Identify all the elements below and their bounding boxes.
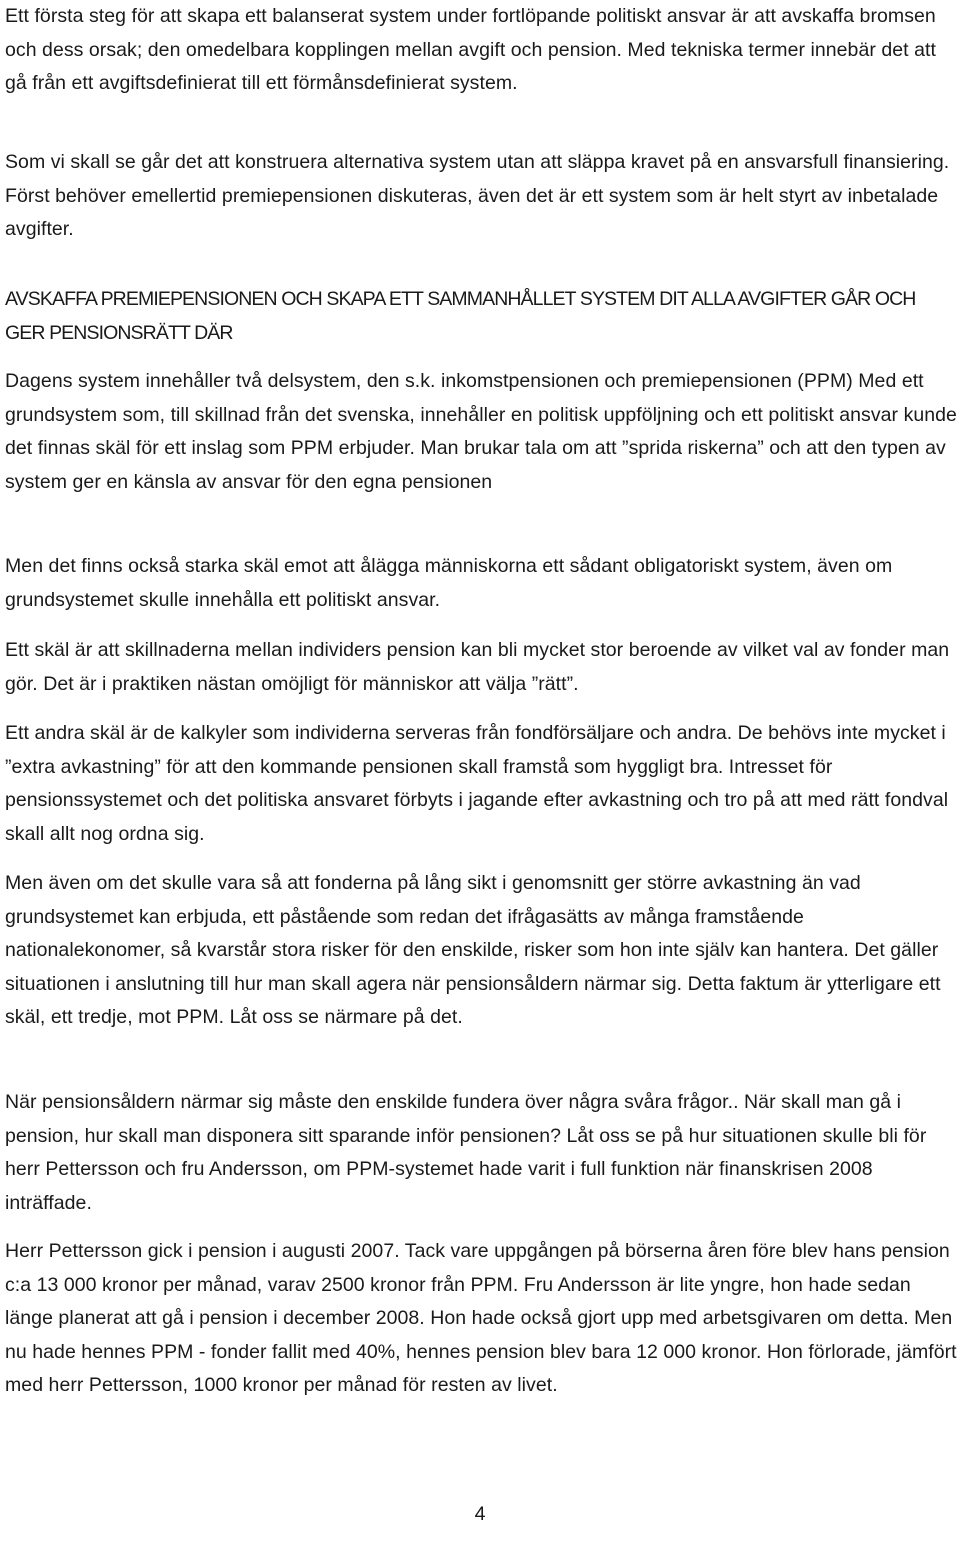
paragraph-example: Herr Pettersson gick i pension i augusti 2007. Tack vare uppgången på börserna åren före blev hans pension c:a 13 000 kronor per månad, varav 2500 kronor från PPM. Fru Andersson är lite yngre, hon hade sedan länge planerat att gå i pension i december 2008. Hon hade också gjort upp med arbetsgivaren om detta. Men nu hade hennes PPM - fonder fallit med 40%, hennes pension blev bara 12 000 kronor. Hon förlorade, jämfört med herr Pettersson, 1000 kronor per månad för resten av livet. bbox=[5, 1240, 957, 1396]
paragraph-strong-reasons: Men det finns också starka skäl emot att ålägga människorna ett sådant obligatoriskt system, även om grundsystemet skulle innehålla ett politiskt ansvar. bbox=[5, 555, 893, 611]
section-heading: AVSKAFFA PREMIEPENSIONEN OCH SKAPA ETT SAMMANHÅLLET SYSTEM DIT ALLA AVGIFTER GÅR OCH GER PENSIONSRÄTT DÄR bbox=[5, 288, 916, 344]
paragraph-third-reason: Men även om det skulle vara så att fonderna på lång sikt i genomsnitt ger större avkastning än vad grundsystemet kan erbjuda, ett påstående som redan det ifrågasätts av många framstående nationalekonomer, så kvarstår stora risker för den enskilde, risker som hon inte själv kan hantera. Det gäller situationen i anslutning till hur man skall agera när pensionsåldern närmar sig. Detta faktum är ytterligare ett skäl, ett tredje, mot PPM. Låt oss se närmare på det. bbox=[5, 872, 941, 1028]
paragraph-retirement-questions: När pensionsåldern närmar sig måste den enskilde fundera över några svåra frågor.. När skall man gå i pension, hur skall man disponera sitt sparande inför pensionen? Låt oss se på hur situationen skulle bli för herr Pettersson och fru Andersson, om PPM-systemet hade varit i full funktion när finanskrisen 2008 inträffade. bbox=[5, 1091, 927, 1214]
page-number: 4 bbox=[474, 1503, 486, 1525]
paragraph-alternative-systems: Som vi skall se går det att konstruera alternativa system utan att släppa kravet på en ansvarsfull finansiering. Först behöver emellertid premiepensionen diskuteras, även det är ett system som är helt styrt av inbetalade avgifter. bbox=[5, 151, 950, 240]
paragraph-second-reason: Ett andra skäl är de kalkyler som individerna serveras från fondförsäljare och andra. De behövs inte mycket i ”extra avkastning” för att den kommande pensionen skall framstå som hyggligt bra. Intresset för pensionssystemet och det politiska ansvaret förbyts i jagande efter avkastning och tro på att med rätt fondval skall allt nog ordna sig. bbox=[5, 722, 949, 845]
paragraph-first-step: Ett första steg för att skapa ett balanserat system under fortlöpande politiskt ansvar är att avskaffa bromsen och dess orsak; den omedelbara kopplingen mellan avgift och pension. Med tekniska termer innebär det att gå från ett avgiftsdefinierat till ett förmånsdefinierat system. bbox=[5, 5, 936, 94]
paragraph-first-reason: Ett skäl är att skillnaderna mellan individers pension kan bli mycket stor beroende av vilket val av fonder man gör. Det är i praktiken nästan omöjligt för människor att välja ”rätt”. bbox=[5, 639, 950, 695]
paragraph-current-system: Dagens system innehåller två delsystem, den s.k. inkomstpensionen och premiepensionen (PPM) Med ett grundsystem som, till skillnad från det svenska, innehåller en politisk uppföljning och ett politiskt ansvar kunde det finnas skäl för ett inslag som PPM erbjuder. Man brukar tala om att ”sprida riskerna” och att den typen av system ger en känsla av ansvar för den egna pensionen bbox=[5, 370, 957, 493]
